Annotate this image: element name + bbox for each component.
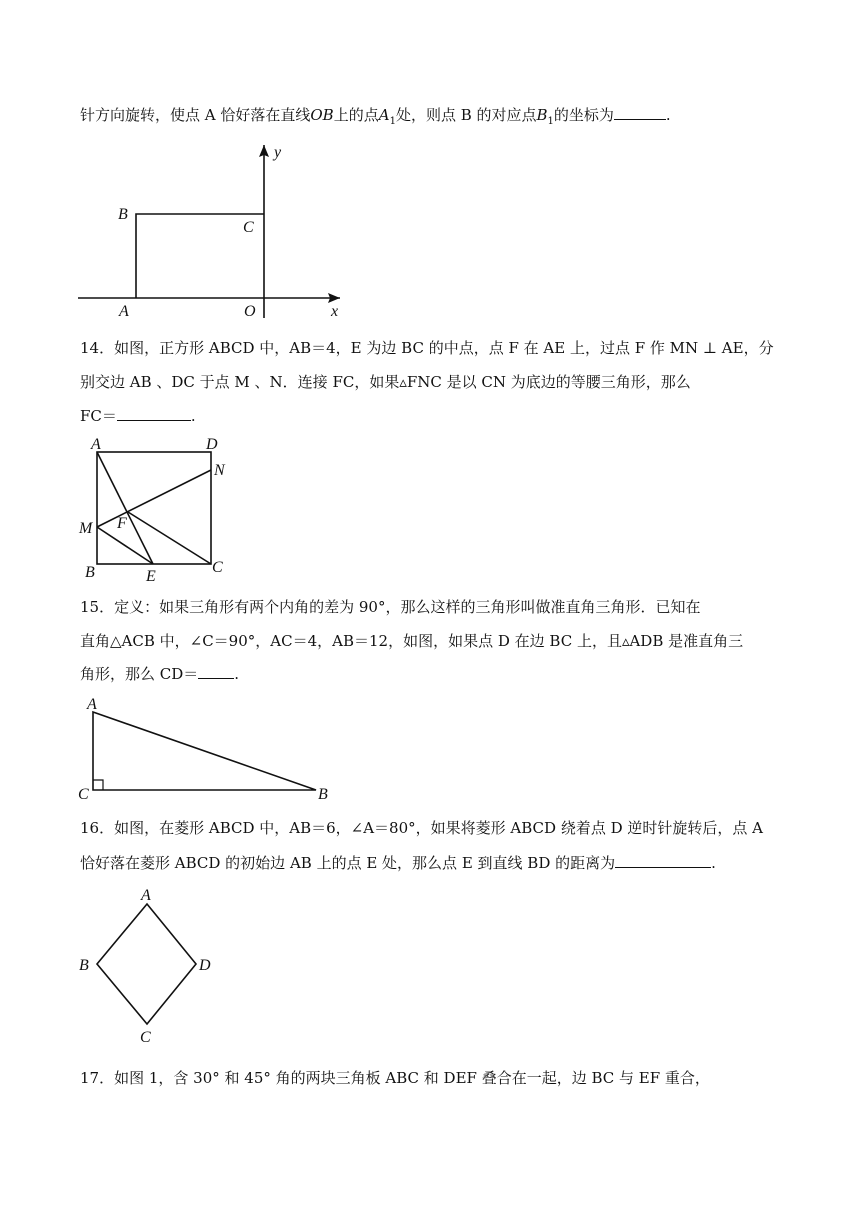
label-A: A (87, 696, 97, 713)
label-F: F (117, 515, 127, 532)
q13-text-e: 处，则点 B 的对应点 (395, 106, 537, 124)
q15-text-line1: 15．定义：如果三角形有两个内角的差为 90°，那么这样的三角形叫做准直角三角形．已知在 (80, 598, 701, 616)
label-B: B (118, 206, 128, 223)
q14-text-line1: 14．如图，正方形 ABCD 中，AB＝4，E 为边 BC 的中点，点 F 在 AE 上，过点 F 作 MN ⊥ AE，分 (80, 339, 774, 357)
label-C: C (78, 786, 89, 803)
label-N: N (214, 462, 225, 479)
rhombus-abcd (97, 904, 196, 1024)
label-A: A (119, 303, 129, 320)
label-x: x (331, 303, 339, 320)
q15-text-end: . (234, 665, 240, 683)
q13-text-a1: A (378, 106, 390, 124)
label-C: C (140, 1029, 151, 1046)
label-A: A (91, 436, 101, 453)
label-C: C (243, 219, 254, 236)
q13-text-a1-sub: 1 (389, 116, 396, 127)
q17-text-line1: 17．如图 1，含 30° 和 45° 角的两块三角板 ABC 和 DEF 叠合在一起，边 BC 与 EF 重合， (80, 1069, 710, 1087)
label-y: y (274, 144, 282, 161)
label-O: O (244, 303, 256, 320)
q15-text-line2: 直角△ACB 中，∠C＝90°，AC＝4，AB＝12，如图，如果点 D 在边 BC 上，且▵ADB 是准直角三 (80, 632, 744, 650)
q13-text-a: 针方向旋转，使点 A 恰好落在直线 (80, 106, 311, 124)
q13-text-end: . (665, 106, 671, 124)
label-B: B (79, 957, 89, 974)
q15-text-cd: 角形，那么 CD＝ (80, 665, 199, 683)
q14-text-end: . (190, 407, 196, 425)
q13-text-b1: B (536, 106, 548, 124)
label-D: D (206, 436, 218, 453)
label-D: D (199, 957, 211, 974)
label-A: A (141, 887, 151, 904)
q13-text-c: 上的点 (333, 106, 379, 124)
label-B: B (318, 786, 328, 803)
q13-text-g: 的坐标为 (553, 106, 614, 124)
label-C: C (212, 559, 223, 576)
q14-text-line2: 别交边 AB 、DC 于点 M 、N．连接 FC，如果▵FNC 是以 CN 为底边的等腰三角形，那么 (80, 373, 691, 391)
q13-text-ob: OB (310, 106, 334, 124)
q14-text-fc: FC＝ (80, 407, 117, 425)
q16-text-end: . (711, 854, 716, 872)
q16-text-line1: 16．如图，在菱形 ABCD 中，AB＝6，∠A＝80°，如果将菱形 ABCD 绕着点 D 逆时针旋转后，点 A (80, 819, 763, 837)
label-E: E (146, 568, 156, 585)
q16-text-a: 恰好落在菱形 ABCD 的初始边 AB 上的点 E 处，那么点 E 到直线 BD 的距离为 (80, 854, 616, 872)
label-M: M (79, 520, 93, 537)
q13-text-b1-sub: 1 (547, 116, 554, 127)
label-B: B (85, 564, 95, 581)
